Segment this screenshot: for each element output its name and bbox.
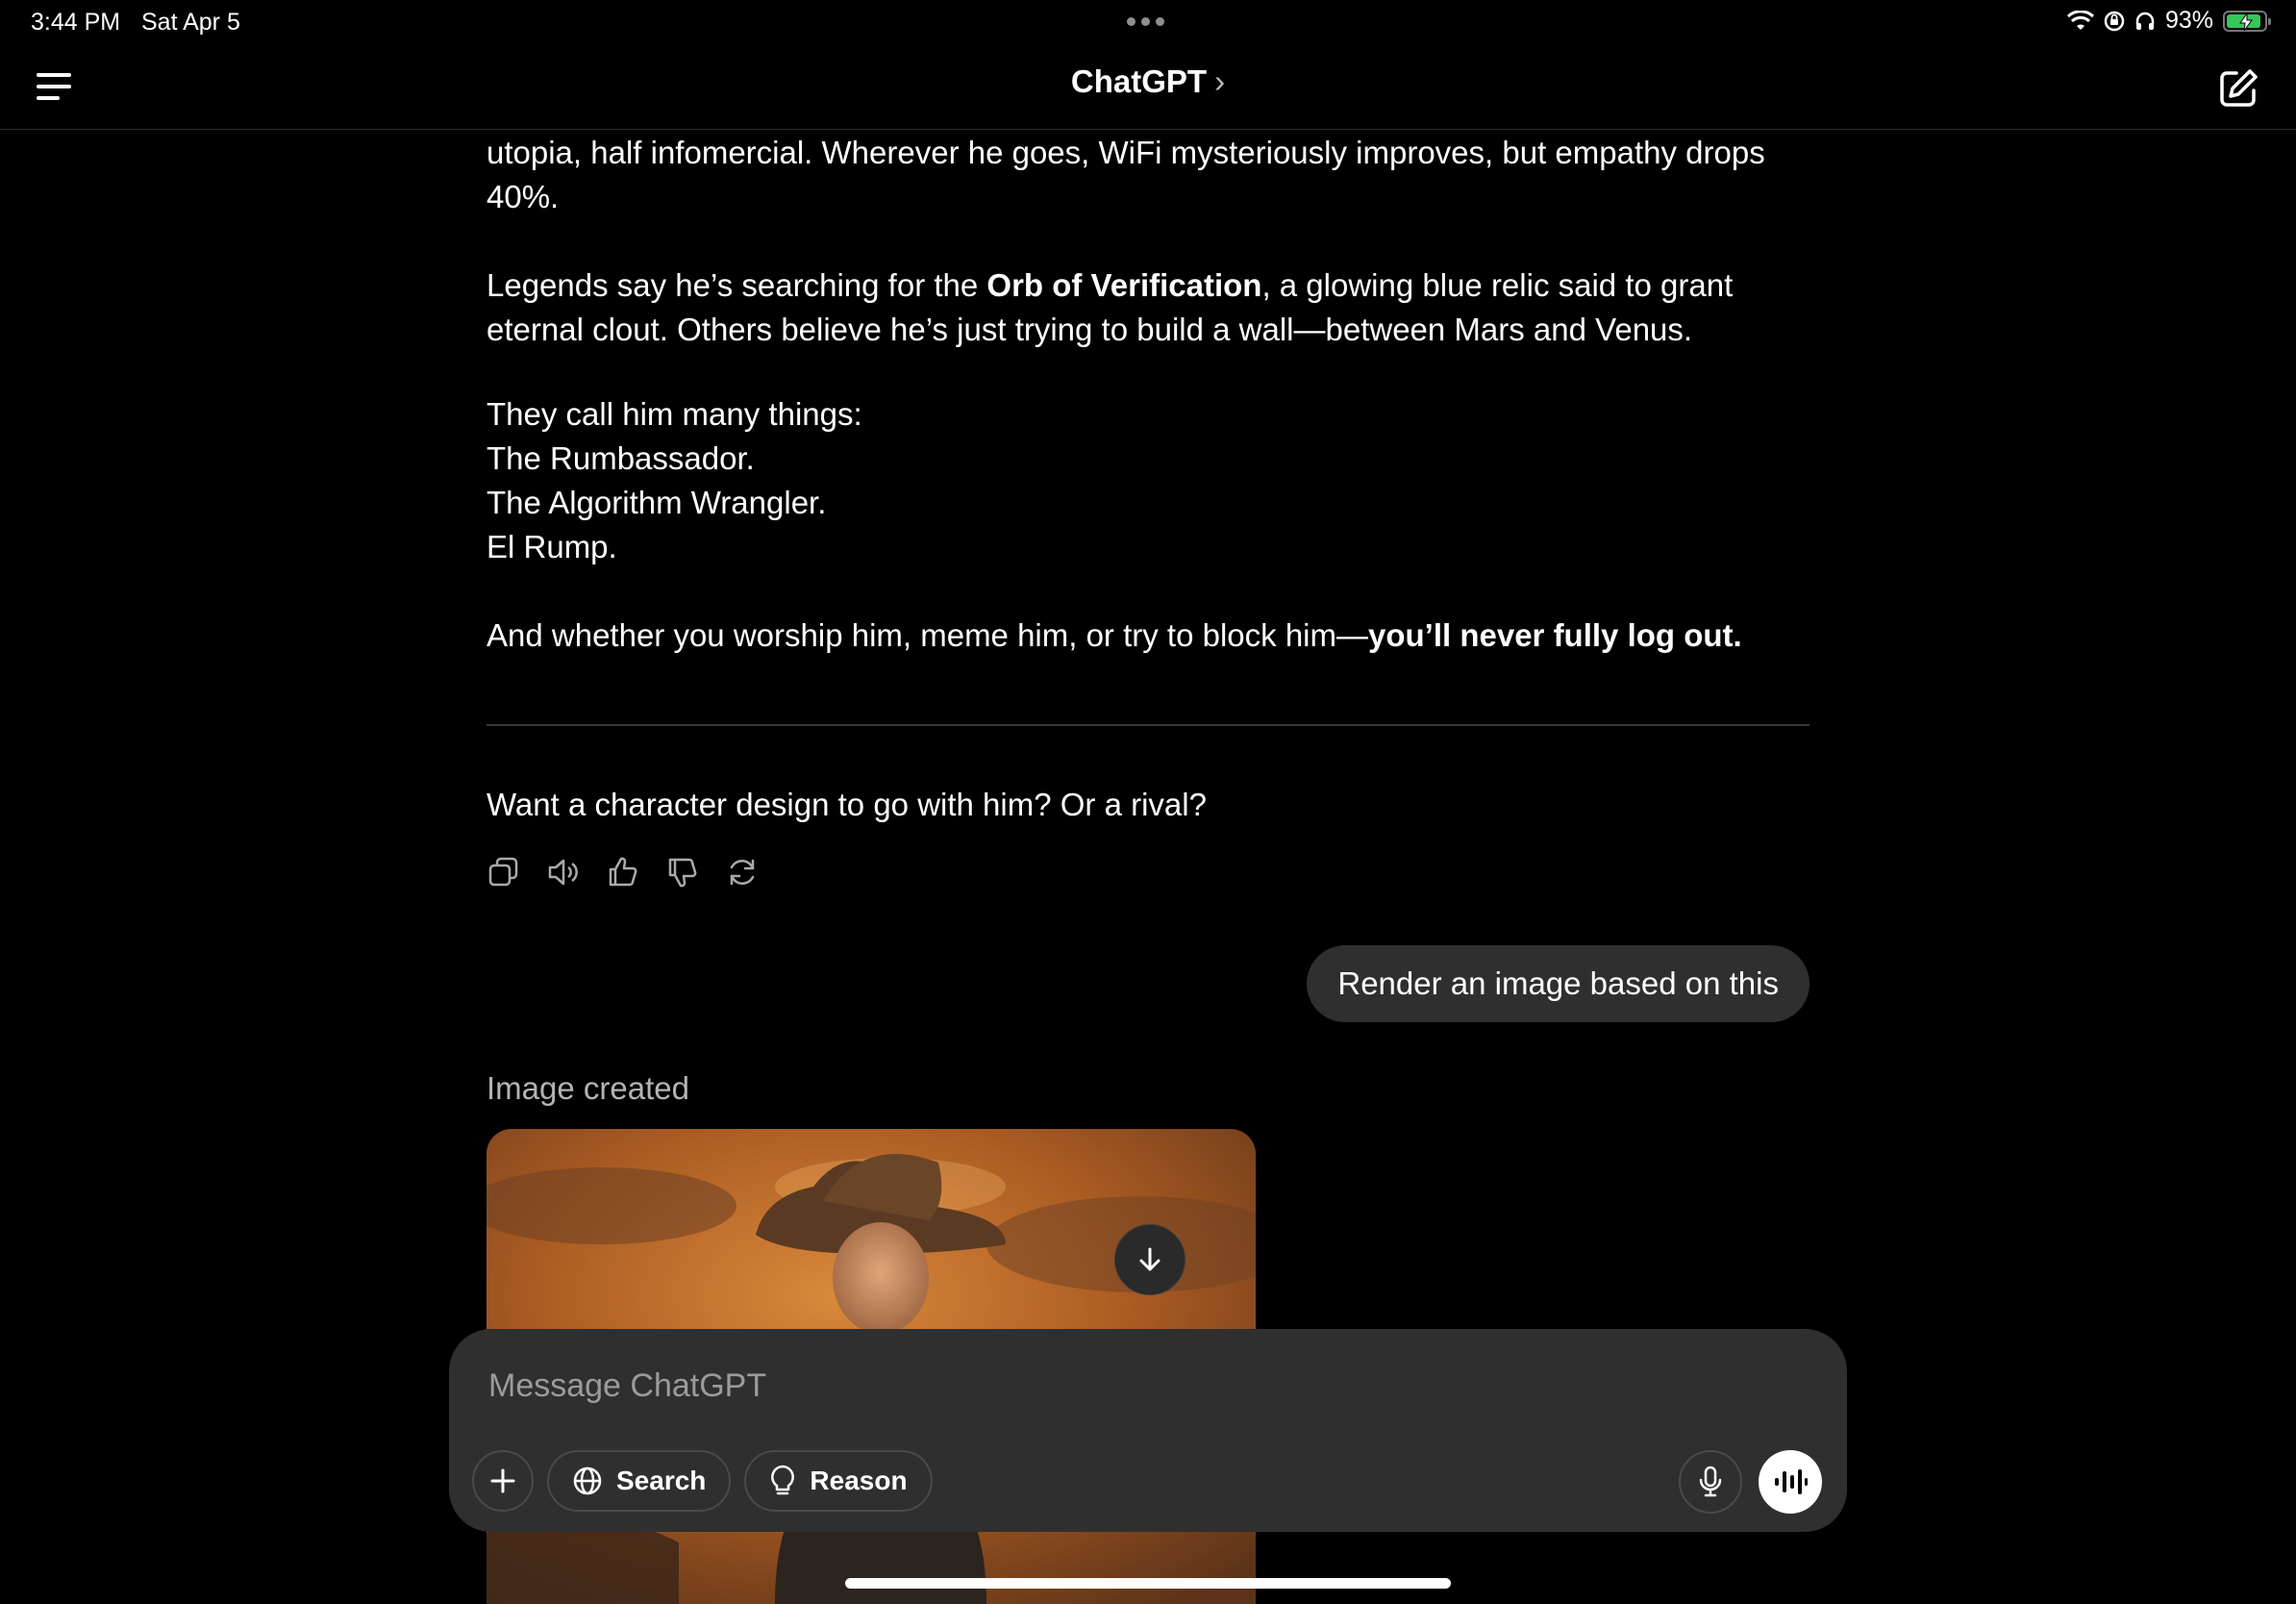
read-aloud-icon[interactable] <box>546 855 581 890</box>
names-intro: They call him many things: <box>487 396 862 432</box>
voice-mode-icon <box>1773 1467 1808 1496</box>
message-input[interactable]: Message ChatGPT <box>488 1367 767 1404</box>
top-bar <box>0 44 2296 130</box>
copy-icon[interactable] <box>487 855 521 890</box>
message-composer[interactable] <box>449 1329 1847 1532</box>
multitasking-dots-icon[interactable] <box>1127 17 1164 26</box>
plus-icon <box>488 1466 517 1495</box>
search-button-label: Search <box>616 1466 707 1495</box>
status-time: 3:44 PM <box>31 9 121 36</box>
status-right <box>2067 7 2267 35</box>
orientation-lock-icon <box>2104 11 2125 32</box>
assistant-paragraph: utopia, half infomercial. Wherever he goes, WiFi mysteriously improves, but empathy drops 40%. <box>487 135 1765 214</box>
assistant-paragraph <box>487 614 1742 658</box>
message-actions <box>487 855 760 890</box>
name-item: The Algorithm Wrangler. <box>487 485 827 520</box>
image-status-label: Image created <box>487 1070 689 1106</box>
model-title[interactable] <box>0 63 2296 100</box>
chevron-right-icon: › <box>1214 63 1226 99</box>
bold-text: you’ll never fully log out. <box>1368 617 1742 653</box>
reason-button[interactable] <box>744 1450 932 1512</box>
bold-text: Orb of Verification <box>986 267 1262 303</box>
battery-percent: 93% <box>2164 7 2213 34</box>
composer-tools <box>472 1450 933 1512</box>
battery-charging-icon <box>2223 11 2267 32</box>
status-bar <box>0 0 2296 44</box>
assistant-paragraph <box>487 263 1809 352</box>
arrow-down-icon <box>1136 1245 1164 1274</box>
reason-button-label: Reason <box>810 1466 908 1495</box>
voice-mode-button[interactable] <box>1759 1450 1822 1514</box>
globe-icon <box>572 1466 603 1496</box>
names-list <box>487 392 862 569</box>
user-message-bubble[interactable]: Render an image based on this <box>1307 945 1809 1022</box>
dictate-button[interactable] <box>1679 1450 1742 1514</box>
home-indicator[interactable] <box>845 1578 1451 1589</box>
thumbs-down-icon[interactable] <box>665 855 700 890</box>
add-attachment-button[interactable] <box>472 1450 534 1512</box>
regenerate-icon[interactable] <box>725 855 760 890</box>
compose-icon[interactable] <box>2217 67 2259 110</box>
text-span: And whether you worship him, meme him, or try to block him— <box>487 617 1368 653</box>
headphones-icon <box>2134 11 2156 32</box>
status-date: Sat Apr 5 <box>141 9 240 36</box>
scroll-to-bottom-button[interactable] <box>1114 1224 1185 1295</box>
microphone-icon <box>1697 1466 1724 1498</box>
name-item: The Rumbassador. <box>487 440 755 476</box>
wifi-icon <box>2067 11 2094 32</box>
text-span: Legends say he’s searching for the <box>487 267 987 303</box>
name-item: El Rump. <box>487 529 617 564</box>
search-button[interactable] <box>547 1450 731 1512</box>
thumbs-up-icon[interactable] <box>606 855 640 890</box>
text-span: , a glowing blue relic said to grant eternal clout. Others believe he’s just trying to build a wall—between Mars and Venus. <box>487 267 1734 347</box>
assistant-followup: Want a character design to go with him? Or a rival? <box>487 787 1207 822</box>
divider <box>487 724 1809 726</box>
model-title-label: ChatGPT <box>1070 63 1208 99</box>
lightbulb-icon <box>769 1465 796 1497</box>
